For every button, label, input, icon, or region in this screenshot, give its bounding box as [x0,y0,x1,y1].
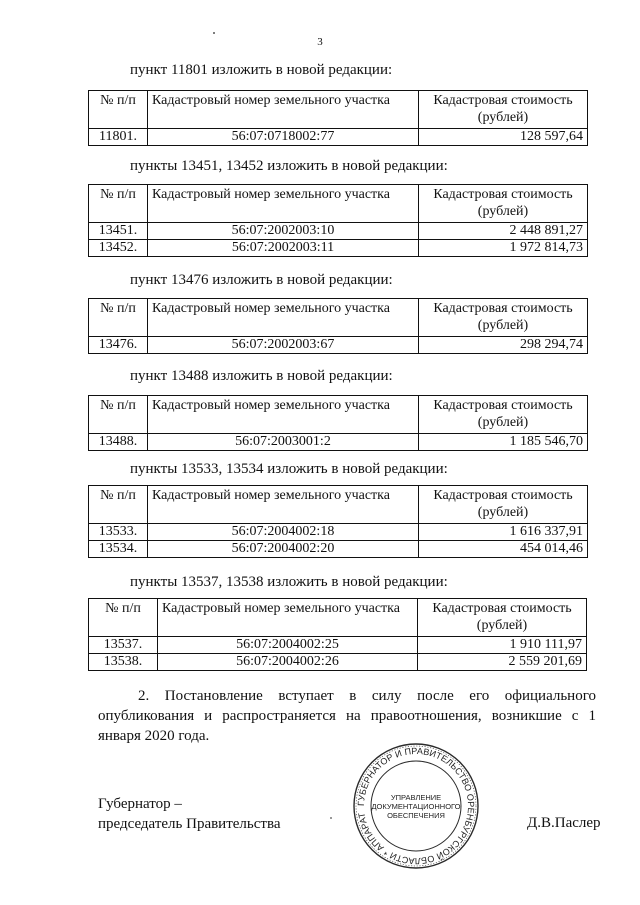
table-header-row [89,185,588,223]
table-row [89,541,588,558]
cadastral-cost: 1 910 111,97 [418,637,587,654]
position-line-1: Губернатор – [98,796,182,812]
column-header-num: № п/п [89,486,148,524]
column-header-cost: Кадастровая стоимость (рублей) [419,185,588,223]
cadastral-number: 56:07:0718002:77 [148,129,419,146]
row-number: 13488. [89,434,148,451]
column-header-cadastral: Кадастровый номер земельного участка [148,91,419,129]
column-header-cadastral: Кадастровый номер земельного участка [158,599,418,637]
column-header-cost: Кадастровая стоимость (рублей) [419,486,588,524]
row-number: 13538. [89,654,158,671]
signatory-name: Д.В.Паслер [527,815,601,831]
seal-outer-text: ГУБЕРНАТОР И ПРАВИТЕЛЬСТВО ОРЕНБУРГСКОЙ ОБЛАСТИ * АППАРАТ [355,745,477,867]
table-row [89,240,588,257]
table-row [89,654,587,671]
section-heading: пункты 13537, 13538 изложить в новой редакции: [130,574,448,590]
column-header-num: № п/п [89,599,158,637]
column-header-cadastral: Кадастровый номер земельного участка [148,299,419,337]
cadastral-table [88,598,587,671]
seal-line-1: УПРАВЛЕНИЕ [390,793,442,802]
row-number: 13452. [89,240,148,257]
scan-speck [213,32,215,34]
cadastral-number: 56:07:2002003:11 [148,240,419,257]
column-header-cadastral: Кадастровый номер земельного участка [148,185,419,223]
table-header-row [89,396,588,434]
column-header-cost: Кадастровая стоимость (рублей) [419,396,588,434]
cadastral-cost: 128 597,64 [419,129,588,146]
cadastral-table [88,395,588,451]
cadastral-cost: 454 014,46 [419,541,588,558]
row-number: 13534. [89,541,148,558]
row-number: 13451. [89,223,148,240]
scan-speck-2 [330,817,332,819]
signatory-position [98,794,281,834]
column-header-num: № п/п [89,185,148,223]
cadastral-number: 56:07:2004002:26 [158,654,418,671]
cadastral-number: 56:07:2002003:10 [148,223,419,240]
table-header-row [89,599,587,637]
row-number: 11801. [89,129,148,146]
column-header-cost: Кадастровая стоимость (рублей) [418,599,587,637]
section-heading: пункт 11801 изложить в новой редакции: [130,62,393,78]
cadastral-cost: 1 185 546,70 [419,434,588,451]
section-heading: пункты 13533, 13534 изложить в новой редакции: [130,461,448,477]
cadastral-cost: 2 448 891,27 [419,223,588,240]
column-header-cadastral: Кадастровый номер земельного участка [148,486,419,524]
column-header-cadastral: Кадастровый номер земельного участка [148,396,419,434]
table-header-row [89,91,588,129]
table-row [89,524,588,541]
column-header-cost: Кадастровая стоимость (рублей) [419,91,588,129]
section-heading: пункты 13451, 13452 изложить в новой редакции: [130,158,448,174]
seal-line-2: ДОКУМЕНТАЦИОННОГО [371,802,461,811]
position-line-2: председатель Правительства [98,816,281,832]
official-seal [352,742,480,870]
table-row [89,223,588,240]
column-header-cost: Кадастровая стоимость (рублей) [419,299,588,337]
cadastral-number: 56:07:2003001:2 [148,434,419,451]
section-heading: пункт 13488 изложить в новой редакции: [130,368,393,384]
column-header-num: № п/п [89,299,148,337]
row-number: 13533. [89,524,148,541]
cadastral-table [88,90,588,146]
row-number: 13537. [89,637,158,654]
cadastral-cost: 1 616 337,91 [419,524,588,541]
cadastral-number: 56:07:2004002:20 [148,541,419,558]
cadastral-cost: 2 559 201,69 [418,654,587,671]
table-row [89,129,588,146]
cadastral-number: 56:07:2002003:67 [148,337,419,354]
cadastral-table [88,298,588,354]
row-number: 13476. [89,337,148,354]
table-header-row [89,299,588,337]
section-heading: пункт 13476 изложить в новой редакции: [130,272,393,288]
cadastral-cost: 1 972 814,73 [419,240,588,257]
cadastral-table [88,184,588,257]
cadastral-number: 56:07:2004002:18 [148,524,419,541]
table-row [89,434,588,451]
cadastral-table [88,485,588,558]
paragraph-2: 2. Постановление вступает в силу после его официального опубликования и распространяется на правоотношения, возникшие с 1 января 2020 года. [98,688,596,744]
table-row [89,637,587,654]
seal-line-3: ОБЕСПЕЧЕНИЯ [387,811,445,820]
cadastral-cost: 298 294,74 [419,337,588,354]
cadastral-number: 56:07:2004002:25 [158,637,418,654]
table-row [89,337,588,354]
page-number: 3 [317,36,323,48]
column-header-num: № п/п [89,91,148,129]
table-header-row [89,486,588,524]
column-header-num: № п/п [89,396,148,434]
